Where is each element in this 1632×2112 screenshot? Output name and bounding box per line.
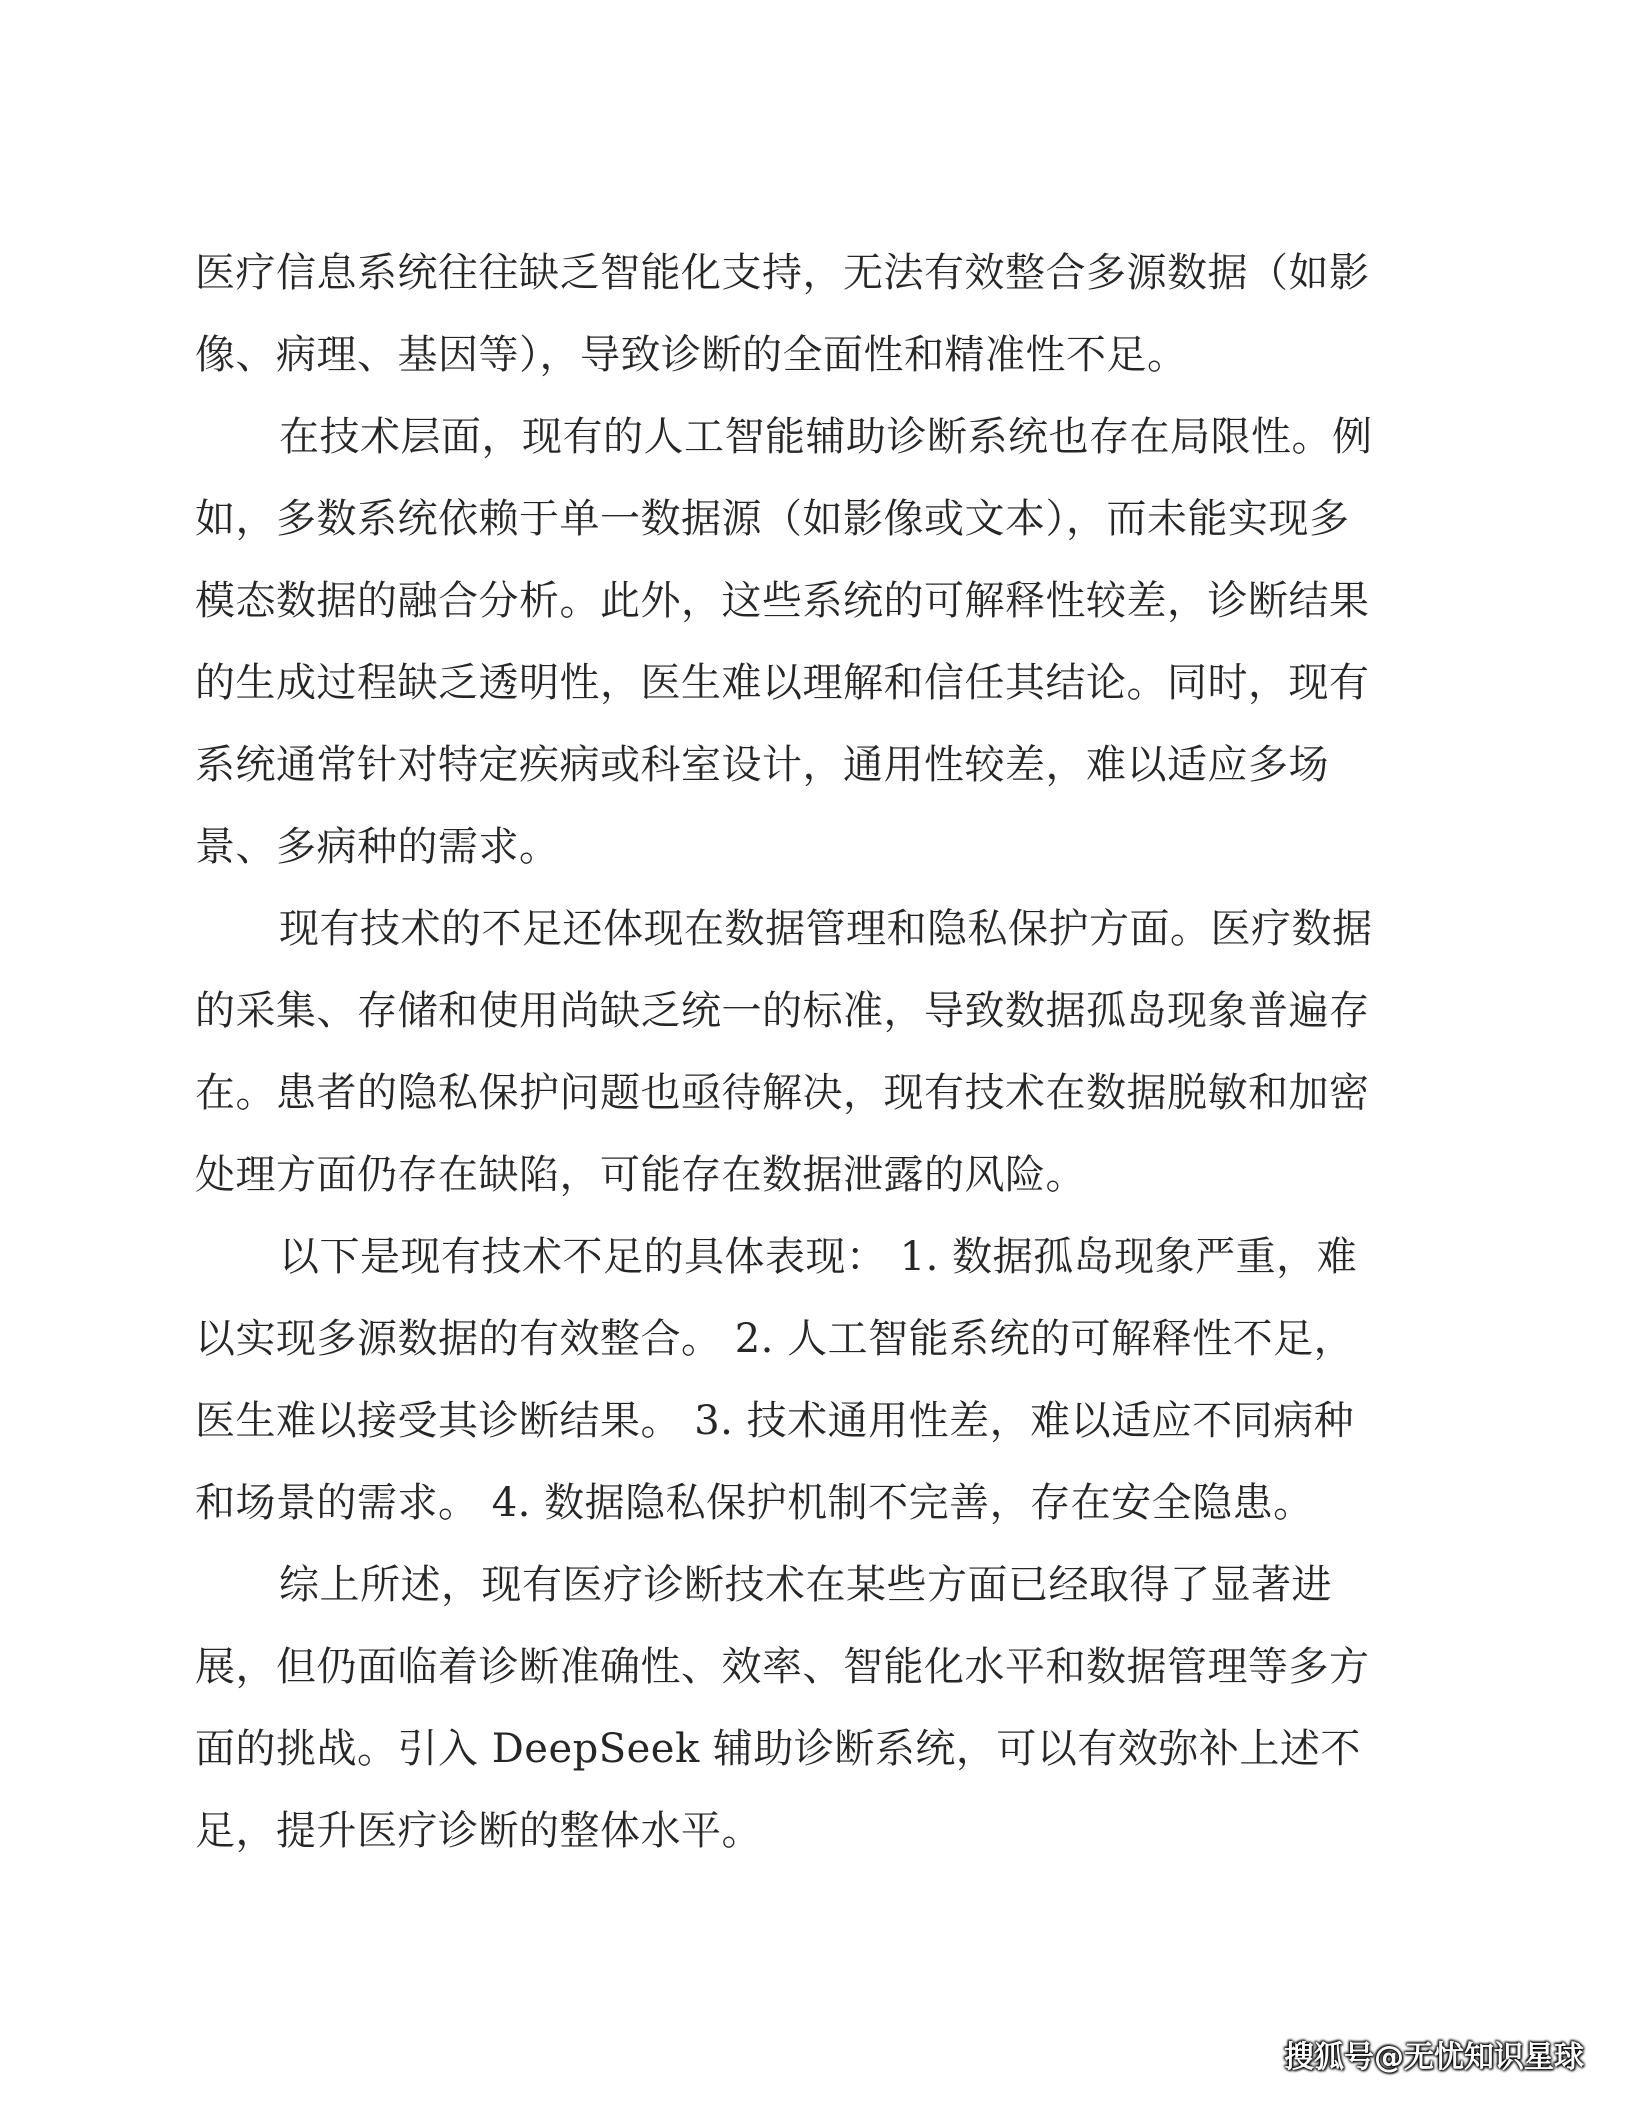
paragraph bbox=[195, 232, 1421, 396]
text-line: 足，提升医疗诊断的整体水平。 bbox=[195, 1808, 762, 1854]
text-line: 和场景的需求。 4. 数据隐私保护机制不完善，存在安全隐患。 bbox=[195, 1480, 1314, 1526]
text-line: 面的挑战。引入 DeepSeek 辅助诊断系统，可以有效弥补上述不 bbox=[195, 1726, 1361, 1772]
text-line: 现有技术的不足还体现在数据管理和隐私保护方面。医疗数据 bbox=[279, 906, 1373, 952]
text-line: 处理方面仍存在缺陷，可能存在数据泄露的风险。 bbox=[195, 1152, 1086, 1198]
text-line: 景、多病种的需求。 bbox=[195, 824, 560, 870]
text-line: 在技术层面，现有的人工智能辅助诊断系统也存在局限性。例 bbox=[279, 414, 1373, 460]
watermark: 搜狐号@无忧知识星球 bbox=[1284, 2040, 1584, 2075]
text-line: 以下是现有技术不足的具体表现： 1. 数据孤岛现象严重，难 bbox=[279, 1234, 1358, 1280]
paragraph bbox=[195, 1216, 1421, 1544]
document-body bbox=[195, 232, 1421, 1872]
text-line: 以实现多源数据的有效整合。 2. 人工智能系统的可解释性不足， bbox=[195, 1316, 1355, 1362]
text-line: 如，多数系统依赖于单一数据源（如影像或文本），而未能实现多 bbox=[195, 496, 1350, 542]
text-line: 医生难以接受其诊断结果。 3. 技术通用性差，难以适应不同病种 bbox=[195, 1398, 1355, 1444]
text-line: 系统通常针对特定疾病或科室设计，通用性较差，难以适应多场 bbox=[195, 742, 1329, 788]
text-line: 展，但仍面临着诊断准确性、效率、智能化水平和数据管理等多方 bbox=[195, 1644, 1370, 1690]
text-line: 的采集、存储和使用尚缺乏统一的标准，导致数据孤岛现象普遍存 bbox=[195, 988, 1370, 1034]
text-line: 在。患者的隐私保护问题也亟待解决，现有技术在数据脱敏和加密 bbox=[195, 1070, 1370, 1116]
paragraph bbox=[195, 396, 1421, 888]
text-line: 综上所述，现有医疗诊断技术在某些方面已经取得了显著进 bbox=[279, 1562, 1332, 1608]
text-line: 像、病理、基因等），导致诊断的全面性和精准性不足。 bbox=[195, 332, 1188, 378]
text-line: 医疗信息系统往往缺乏智能化支持，无法有效整合多源数据（如影 bbox=[195, 250, 1370, 296]
text-line: 的生成过程缺乏透明性，医生难以理解和信任其结论。同时，现有 bbox=[195, 660, 1370, 706]
paragraph bbox=[195, 1544, 1421, 1872]
text-line: 模态数据的融合分析。此外，这些系统的可解释性较差，诊断结果 bbox=[195, 578, 1370, 624]
paragraph bbox=[195, 888, 1421, 1216]
